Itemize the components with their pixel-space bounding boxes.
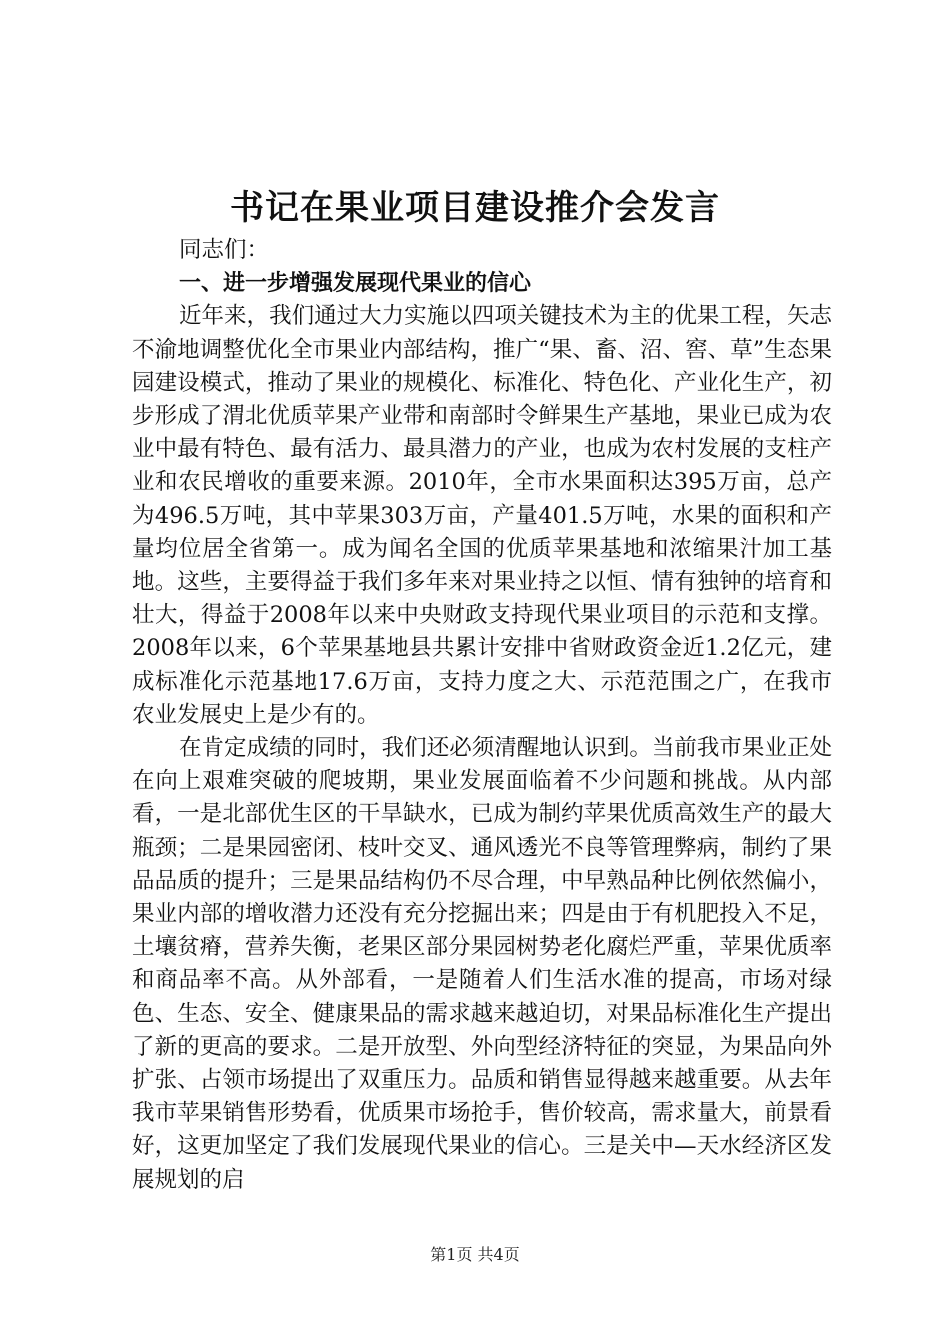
document-title: 书记在果业项目建设推介会发言 xyxy=(230,188,720,228)
section-heading: 一、进一步增强发展现代果业的信心 xyxy=(179,271,532,297)
document-body xyxy=(132,234,832,1197)
salutation: 同志们： xyxy=(179,237,270,263)
body-paragraph-1: 近年来，我们通过大力实施以四项关键技术为主的优果工程，矢志不渝地调整优化全市果业内部结构，推广“果、畜、沼、窖、草”生态果园建设模式，推动了果业的规模化、标准化、特色化、产业化生产，初步形成了渭北优质苹果产业带和南部时令鲜果生产基地，果业已成为农业中最有特色、最有活力、最具潜力的产业，也成为农村发展的支柱产业和农民增收的重要来源。2010年，全市水果面积达395万亩，总产为496.5万吨，其中苹果303万亩，产量401.5万吨，水果的面积和产量均位居全省第一。成为闻名全国的优质苹果基地和浓缩果汁加工基地。这些，主要得益于我们多年来对果业持之以恒、情有独钟的培育和壮大，得益于2008年以来中央财政支持现代果业项目的示范和支撑。2008年以来，6个苹果基地县共累计安排中省财政资金近1.2亿元，建成标准化示范基地17.6万亩，支持力度之大、示范范围之广，在我市农业发展史上是少有的。 xyxy=(132,303,832,728)
page-number-footer: 第1页 共4页 xyxy=(430,1245,520,1264)
body-paragraph-2: 在肯定成绩的同时，我们还必须清醒地认识到。当前我市果业正处在向上艰难突破的爬坡期，果业发展面临着不少问题和挑战。从内部看，一是北部优生区的干旱缺水，已成为制约苹果优质高效生产的最大瓶颈；二是果园密闭、枝叶交叉、通风透光不良等管理弊病，制约了果品品质的提升；三是果品结构仍不尽合理，中早熟品种比例依然偏小，果业内部的增收潜力还没有充分挖掘出来；四是由于有机肥投入不足，土壤贫瘠，营养失衡，老果区部分果园树势老化腐烂严重，苹果优质率和商品率不高。从外部看，一是随着人们生活水准的提高，市场对绿色、生态、安全、健康果品的需求越来越迫切，对果品标准化生产提出了新的更高的要求。二是开放型、外向型经济特征的突显，为果品向外扩张、占领市场提出了双重压力。品质和销售显得越来越重要。从去年我市苹果销售形势看，优质果市场抢手，售价较高，需求量大，前景看好，这更加坚定了我们发展现代果业的信心。三是关中—天水经济区发展规划的启 xyxy=(132,735,832,1193)
